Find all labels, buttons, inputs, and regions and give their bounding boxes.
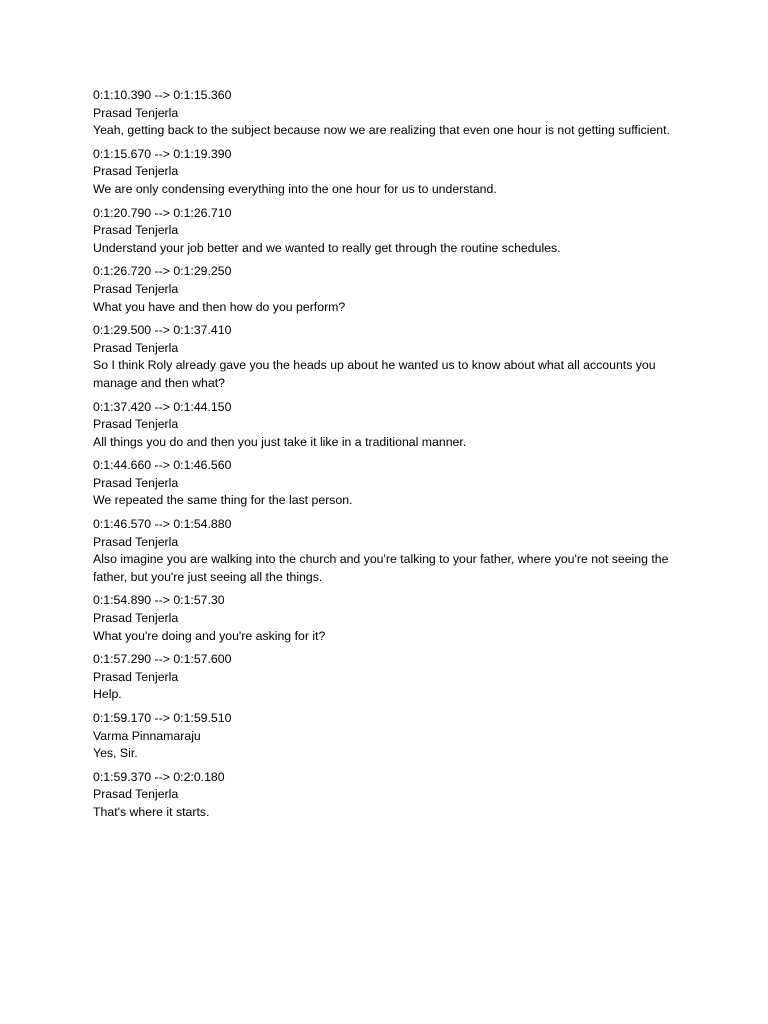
entry-text: We are only condensing everything into the one hour for us to understand. (93, 181, 497, 196)
entry-text: What you have and then how do you perform? (93, 299, 346, 314)
transcript-entry (93, 710, 673, 763)
entry-speaker: Prasad Tenjerla (93, 534, 179, 549)
entry-timestamp: 0:1:29.500 --> 0:1:37.410 (93, 323, 232, 338)
entry-timestamp: 0:1:20.790 --> 0:1:26.710 (93, 205, 232, 220)
entry-text: Help. (93, 687, 122, 702)
transcript-entry (93, 769, 673, 822)
entry-text: Understand your job better and we wanted to really get through the routine schedules. (93, 240, 561, 255)
transcript-entry (93, 457, 673, 510)
entry-timestamp: 0:1:44.660 --> 0:1:46.560 (93, 458, 232, 473)
entry-text: Yeah, getting back to the subject because now we are realizing that even one hour is not getting sufficient. (93, 123, 670, 138)
entry-timestamp: 0:1:59.370 --> 0:2:0.180 (93, 769, 225, 784)
transcript-entry (93, 399, 673, 452)
entry-timestamp: 0:1:15.670 --> 0:1:19.390 (93, 146, 232, 161)
entry-text: All things you do and then you just take it like in a traditional manner. (93, 434, 467, 449)
transcript-entry (93, 592, 673, 645)
entry-timestamp: 0:1:59.170 --> 0:1:59.510 (93, 711, 232, 725)
transcript-entry (93, 651, 673, 704)
entry-timestamp: 0:1:26.720 --> 0:1:29.250 (93, 264, 232, 279)
entry-timestamp: 0:1:57.290 --> 0:1:57.600 (93, 652, 232, 667)
entry-speaker: Prasad Tenjerla (93, 164, 179, 179)
transcript-entry (93, 516, 673, 586)
entry-timestamp: 0:1:37.420 --> 0:1:44.150 (93, 399, 232, 414)
transcript-entry (93, 322, 673, 392)
entry-speaker: Prasad Tenjerla (93, 281, 179, 296)
entry-timestamp: 0:1:46.570 --> 0:1:54.880 (93, 517, 232, 532)
entry-speaker: Prasad Tenjerla (93, 475, 179, 490)
transcript (93, 87, 673, 828)
entry-speaker: Prasad Tenjerla (93, 787, 179, 802)
entry-speaker: Prasad Tenjerla (93, 611, 179, 626)
entry-timestamp: 0:1:54.890 --> 0:1:57.30 (93, 593, 225, 608)
entry-timestamp: 0:1:10.390 --> 0:1:15.360 (93, 88, 232, 102)
transcript-entry (93, 87, 673, 140)
entry-speaker: Varma Pinnamaraju (93, 728, 201, 743)
entry-speaker: Prasad Tenjerla (93, 105, 179, 120)
entry-speaker: Prasad Tenjerla (93, 223, 179, 238)
transcript-entry (93, 205, 673, 258)
entry-text: Yes, Sir. (93, 746, 138, 761)
entry-speaker: Prasad Tenjerla (93, 417, 179, 432)
entry-text: That's where it starts. (93, 804, 210, 819)
transcript-entry (93, 263, 673, 316)
entry-text: Also imagine you are walking into the church and you're talking to your father, where you're not seeing the father, but you're just seeing all the things. (93, 552, 669, 584)
entry-text: So I think Roly already gave you the heads up about he wanted us to know about what all accounts you manage and then what? (93, 358, 656, 390)
entry-speaker: Prasad Tenjerla (93, 669, 179, 684)
transcript-entry (93, 146, 673, 199)
entry-text: What you're doing and you're asking for it? (93, 628, 326, 643)
entry-speaker: Prasad Tenjerla (93, 340, 179, 355)
entry-text: We repeated the same thing for the last person. (93, 493, 353, 508)
